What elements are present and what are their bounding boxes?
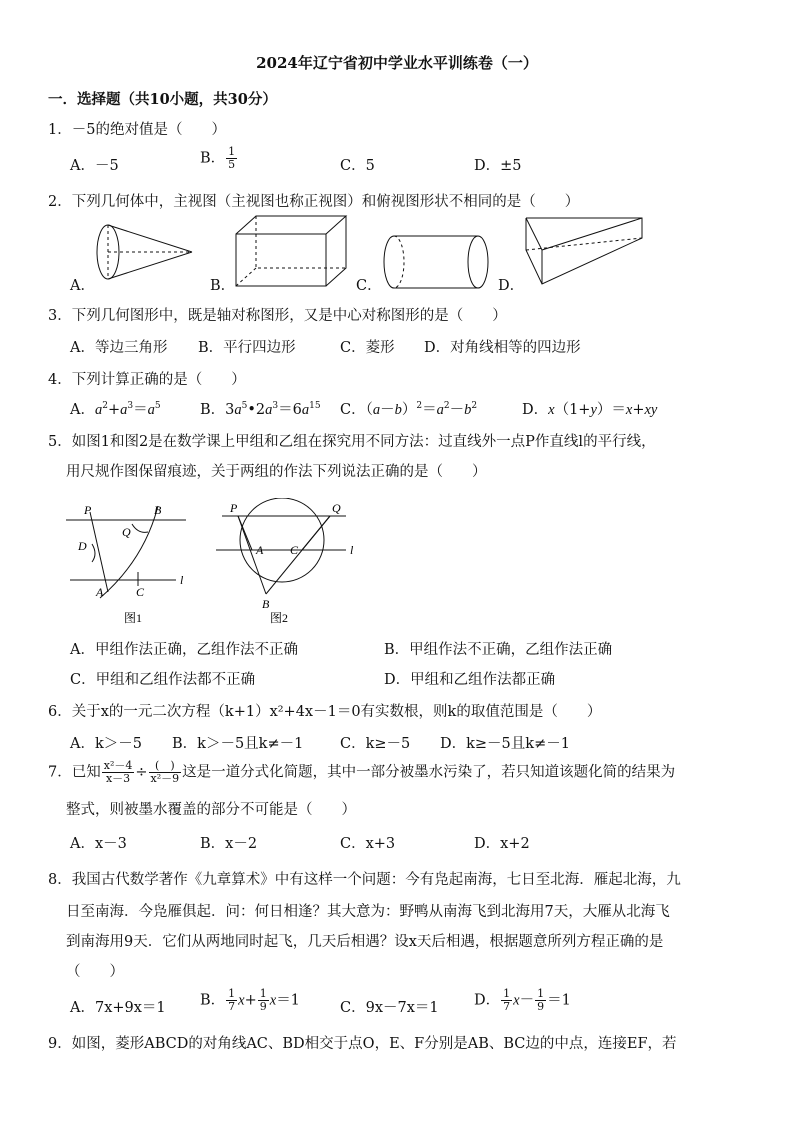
q4-option-c: C．$(a-b)^2=a^2-b^2$ [340, 401, 478, 418]
question-1-stem: 1．－5的绝对值是（ ） [48, 122, 226, 138]
q6-option-b: B．k＞－5且k≠－1 [172, 736, 304, 752]
q1-option-d: D．±5 [474, 158, 522, 174]
q5-option-c: C．甲组和乙组作法都不正确 [70, 672, 256, 688]
q2-option-b: B． [210, 278, 236, 294]
cuboid-figure [230, 212, 350, 290]
q7-option-a: A．x－3 [70, 836, 127, 852]
q5-option-b: B．甲组作法不正确，乙组作法正确 [384, 642, 613, 658]
fig1-label-d: D [78, 539, 87, 553]
fig1-label-l: l [180, 573, 184, 587]
fig2-label-b: B [262, 597, 270, 611]
fig1-caption: 图1 [124, 611, 143, 625]
q8-option-b: B． $\frac{1}{7}$ x+ $\frac{1}{9}$ x＝1 [200, 987, 300, 1013]
question-5-stem-line2: 用尺规作图保留痕迹，关于两组的作法下列说法正确的是（ ） [66, 464, 487, 480]
question-9-stem: 9．如图，菱形ABCD的对角线AC、BD相交于点O，E、F分别是AB、BC边的中点，连接EF，若 [48, 1036, 677, 1052]
q3-option-a: A．等边三角形 [70, 340, 168, 356]
page-title: 2024年辽宁省初中学业水平训练卷（一） [256, 54, 538, 72]
figure-2 [210, 498, 366, 628]
q6-option-d: D．k≥－5且k≠－1 [440, 736, 570, 752]
cone-figure [90, 212, 200, 292]
fig1-label-p: P [84, 503, 92, 517]
question-7-stem-line1: 7．已知 $\frac{\text{x²－4}}{x-3}$ ÷ $\frac{( )}{\text{x²－9}}$ 这是一道分式化简题，其中一部分被墨水污染了，若只知道该题化简的结果为 [48, 759, 676, 785]
q7-option-d: D．x+2 [474, 836, 530, 852]
question-7-stem-line2: 整式，则被墨水覆盖的部分不可能是（ ） [66, 802, 356, 818]
q2-option-c: C． [356, 278, 382, 294]
fig2-label-q: Q [332, 501, 341, 515]
question-4-stem: 4．下列计算正确的是（ ） [48, 372, 246, 388]
question-6-stem: 6．关于x的一元二次方程（k+1）x²+4x－1＝0有实数根，则k的取值范围是（ ） [48, 704, 602, 720]
q6-option-a: A．k＞－5 [70, 736, 142, 752]
question-8-stem-line3: 到南海用9天．它们从两地同时起飞，几天后相遇？设x天后相遇，根据题意所列方程正确的是 [66, 934, 664, 950]
question-2-stem: 2．下列几何体中，主视图（主视图也称正视图）和俯视图形状不相同的是（ ） [48, 194, 580, 210]
q1-option-c: C．5 [340, 158, 375, 174]
q8-option-a: A．7x+9x＝1 [70, 1000, 166, 1016]
fig1-label-q: Q [122, 525, 131, 539]
q6-option-c: C．k≥－5 [340, 736, 411, 752]
fig1-label-c: C [136, 585, 145, 599]
q3-option-d: D．对角线相等的四边形 [424, 340, 581, 356]
q4-option-d: D．x（1+y）＝x+xy [522, 402, 658, 418]
fig2-label-a: A [256, 543, 264, 557]
fig2-label-c: C [290, 543, 299, 557]
q1-option-b: B． $\frac{1}{5}$ [200, 145, 236, 171]
q8-option-d: D． $\frac{1}{7}$ x－ $\frac{1}{9}$ ＝1 [474, 987, 571, 1013]
cylinder-figure [380, 232, 492, 292]
q5-option-a: A．甲组作法正确，乙组作法不正确 [70, 642, 298, 658]
fig1-label-b: B [154, 503, 162, 517]
q3-option-b: B．平行四边形 [198, 340, 296, 356]
q5-option-d: D．甲组和乙组作法都正确 [384, 672, 556, 688]
q7-option-b: B．x－2 [200, 836, 258, 852]
section-heading: 一．选择题（共10小题，共30分） [48, 91, 277, 108]
q2-option-a: A． [70, 278, 95, 294]
question-8-stem-line4: （ ） [66, 964, 124, 980]
q7-option-c: C．x+3 [340, 836, 396, 852]
q3-option-c: C．菱形 [340, 340, 395, 356]
q2-option-d: D． [498, 278, 525, 294]
fig1-label-a: A [96, 585, 104, 599]
question-5-stem-line1: 5．如图1和图2是在数学课上甲组和乙组在探究用不同方法：过直线外一点P作直线l的平行线， [48, 434, 656, 450]
question-8-stem-line2: 日至南海．今凫雁俱起．问：何日相逢？其大意为：野鸭从南海飞到北海用7天，大雁从北海飞 [66, 904, 670, 920]
question-3-stem: 3．下列几何图形中，既是轴对称图形，又是中心对称图形的是（ ） [48, 308, 507, 324]
fig2-caption: 图2 [270, 611, 289, 625]
q4-option-a: A．$a^2+a^3=a^5$ [70, 401, 161, 418]
triangular-prism-figure [522, 214, 646, 288]
question-8-stem-line1: 8．我国古代数学著作《九章算术》中有这样一个问题：今有凫起南海，七日至北海．雁起北海，九 [48, 872, 681, 888]
q1-option-a: A．－5 [70, 158, 119, 174]
figure-1 [58, 498, 198, 628]
fig2-label-p: P [230, 501, 238, 515]
fig2-label-l: l [350, 543, 354, 557]
q8-option-c: C．9x－7x＝1 [340, 1000, 439, 1016]
q4-option-b: B．$3a^5•2a^3=6a^{15}$ [200, 401, 321, 418]
